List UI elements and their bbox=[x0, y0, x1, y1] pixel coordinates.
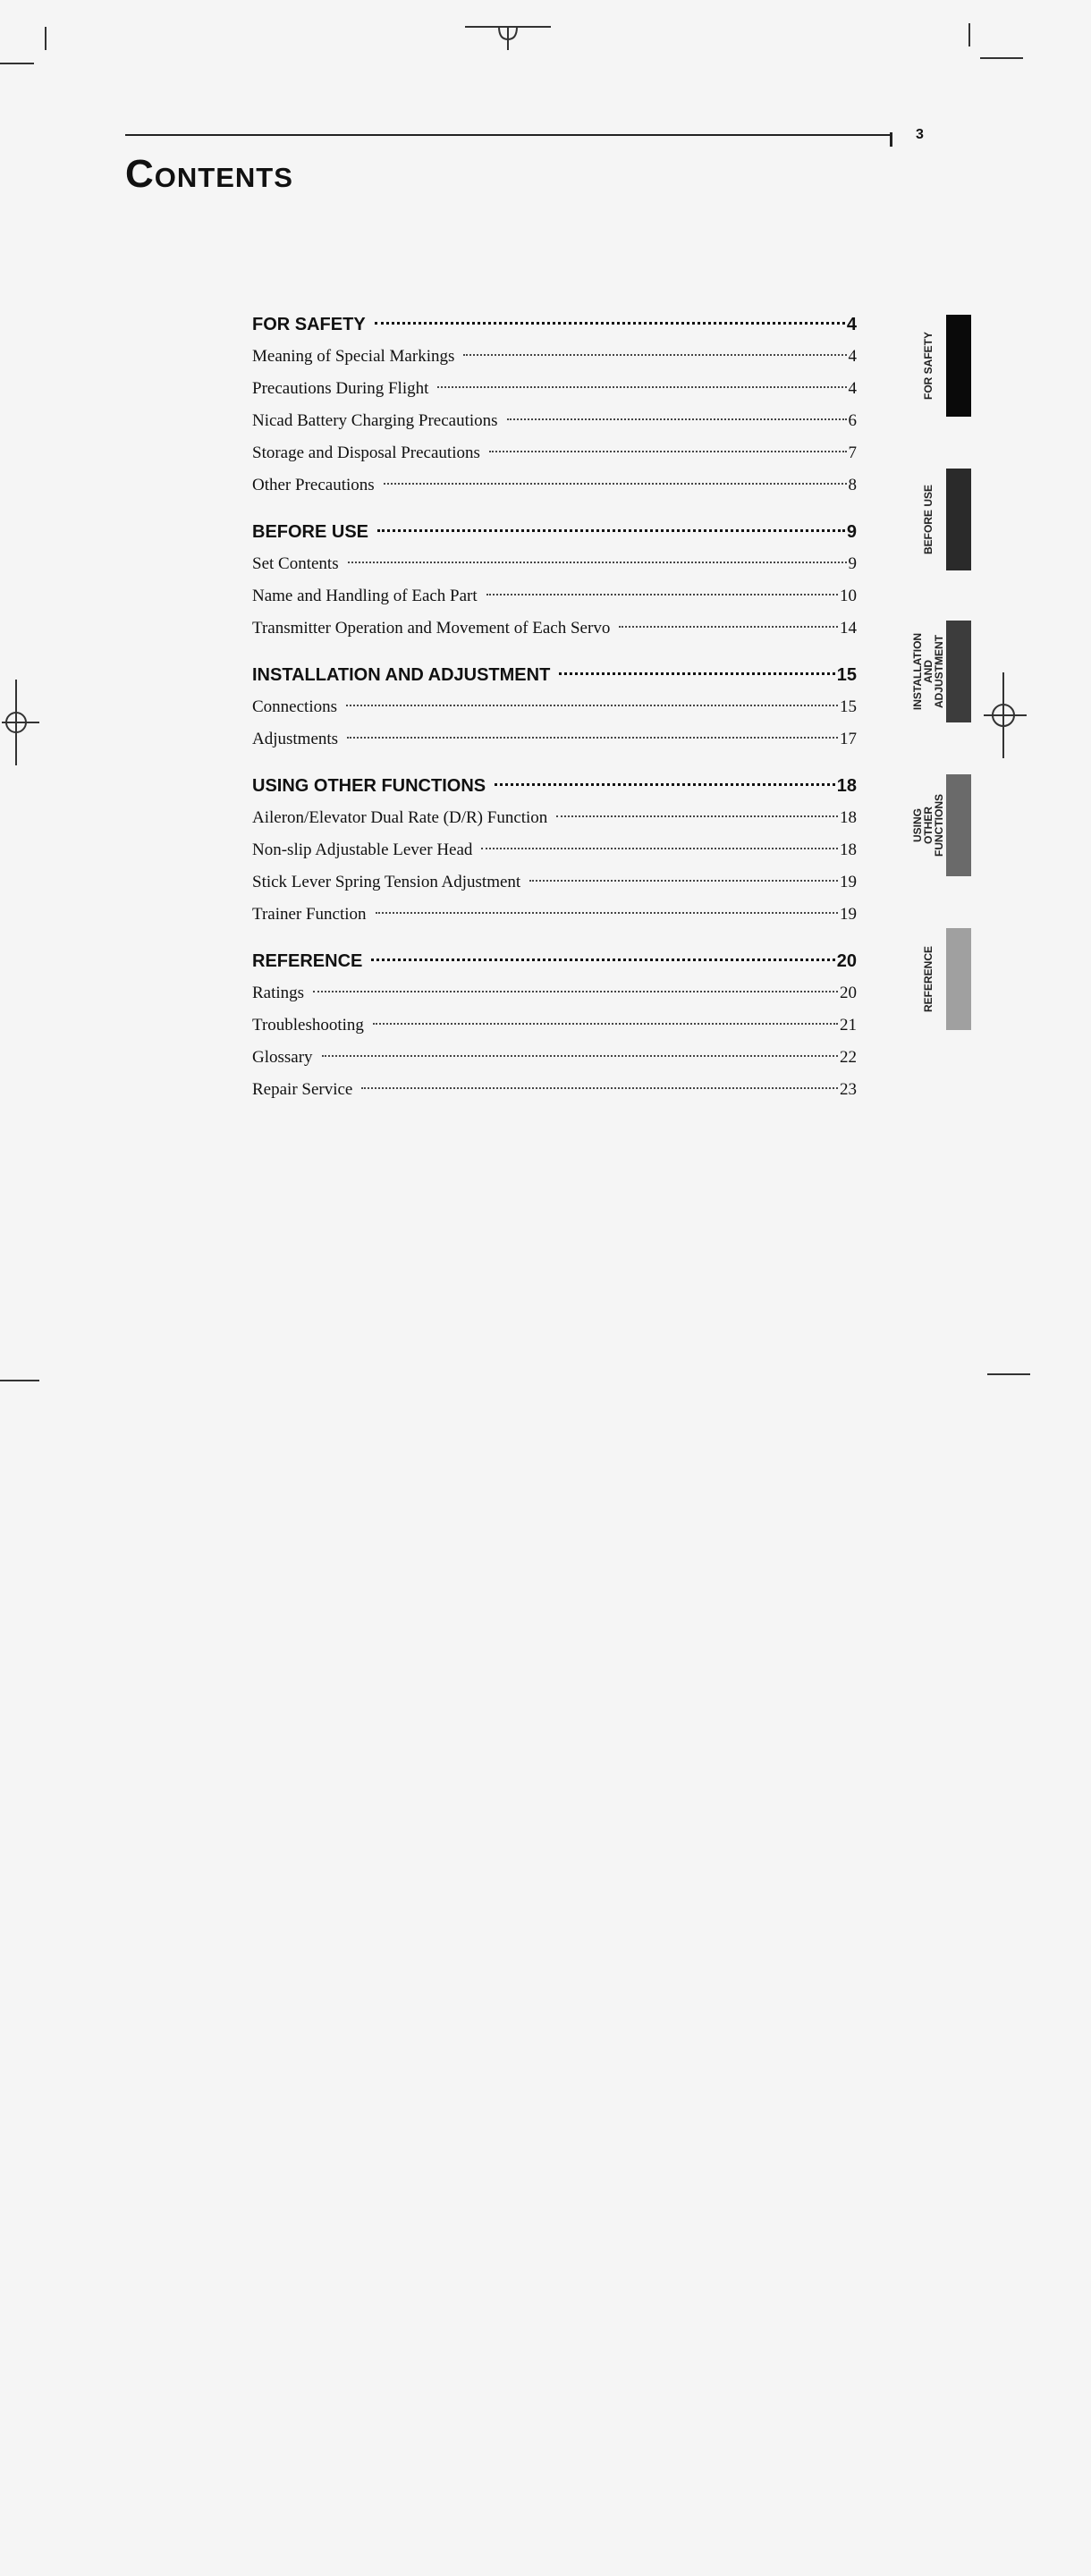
dot-leader bbox=[346, 705, 838, 706]
crop-mark-bottom-left-horizontal bbox=[0, 1380, 39, 1381]
toc-entry-page: 18 bbox=[840, 840, 857, 859]
dot-leader bbox=[373, 1023, 838, 1025]
dot-leader bbox=[375, 322, 845, 325]
toc-section bbox=[252, 945, 857, 1106]
toc-entry-page: 15 bbox=[840, 697, 857, 716]
toc-entry[interactable] bbox=[252, 1009, 857, 1042]
toc-entry[interactable] bbox=[252, 437, 857, 469]
dot-leader bbox=[495, 783, 835, 786]
crop-mark-top-left-vertical bbox=[45, 27, 47, 50]
toc-entry-label: Troubleshooting bbox=[252, 1016, 364, 1035]
toc-entry-label: Other Precautions bbox=[252, 476, 375, 494]
toc-entry-label: Nicad Battery Charging Precautions bbox=[252, 411, 498, 430]
toc-entry-label: Name and Handling of Each Part bbox=[252, 587, 478, 605]
dot-leader bbox=[348, 562, 847, 563]
toc-entry-page: 8 bbox=[848, 476, 857, 494]
dot-leader bbox=[559, 672, 834, 675]
toc-entry-page: 4 bbox=[848, 379, 857, 398]
toc-entry[interactable] bbox=[252, 469, 857, 502]
toc-entry[interactable] bbox=[252, 834, 857, 866]
toc-entry-label: Ratings bbox=[252, 984, 305, 1002]
crop-mark-top-left-horizontal bbox=[0, 63, 34, 64]
toc-entry-page: 19 bbox=[840, 873, 857, 891]
side-tab-bar bbox=[946, 315, 971, 417]
toc-entry-page: 19 bbox=[840, 905, 857, 924]
toc-entry-label: Set Contents bbox=[252, 554, 339, 573]
side-tab-label[interactable]: USING OTHER FUNCTIONS bbox=[911, 794, 945, 857]
toc-entry-label: Transmitter Operation and Movement of Each Servo bbox=[252, 619, 611, 638]
dot-leader bbox=[529, 880, 838, 882]
toc-section bbox=[252, 770, 857, 931]
page-number: 3 bbox=[916, 127, 924, 142]
toc-section-heading-label: BEFORE USE bbox=[252, 522, 369, 542]
toc-entry-label: Precautions During Flight bbox=[252, 379, 429, 398]
dot-leader bbox=[481, 848, 838, 849]
toc-entry[interactable] bbox=[252, 899, 857, 931]
toc-section-heading[interactable] bbox=[252, 945, 857, 977]
toc-entry[interactable] bbox=[252, 1074, 857, 1106]
toc-section-heading-label: INSTALLATION AND ADJUSTMENT bbox=[252, 665, 551, 685]
toc-entry[interactable] bbox=[252, 802, 857, 834]
dot-leader bbox=[489, 451, 847, 452]
toc-entry-page: 17 bbox=[840, 730, 857, 748]
dot-leader bbox=[377, 529, 845, 532]
toc-entry-label: Aileron/Elevator Dual Rate (D/R) Function bbox=[252, 808, 548, 827]
top-registration-icon bbox=[463, 20, 553, 52]
toc-section-heading-label: USING OTHER FUNCTIONS bbox=[252, 776, 486, 796]
toc-entry-page: 10 bbox=[840, 587, 857, 605]
toc-section-heading-page: 4 bbox=[846, 315, 857, 334]
toc-section-heading-label: FOR SAFETY bbox=[252, 315, 366, 334]
toc-entry-page: 20 bbox=[840, 984, 857, 1002]
toc-entry-label: Meaning of Special Markings bbox=[252, 347, 455, 366]
toc-entry[interactable] bbox=[252, 548, 857, 580]
side-tab-label[interactable]: BEFORE USE bbox=[922, 485, 935, 555]
dot-leader bbox=[384, 483, 847, 485]
toc-entry-page: 14 bbox=[840, 619, 857, 638]
right-crosshair-icon bbox=[982, 671, 1028, 760]
toc-entry[interactable] bbox=[252, 866, 857, 899]
dot-leader bbox=[619, 626, 838, 628]
page-title: Contents bbox=[125, 152, 293, 196]
toc-section bbox=[252, 516, 857, 645]
toc-entry-label: Adjustments bbox=[252, 730, 339, 748]
toc-entry-label: Storage and Disposal Precautions bbox=[252, 443, 480, 462]
dot-leader bbox=[347, 737, 838, 739]
toc-entry[interactable] bbox=[252, 405, 857, 437]
left-crosshair-icon bbox=[0, 678, 41, 767]
header-tick bbox=[890, 132, 892, 147]
toc-entry-label: Connections bbox=[252, 697, 337, 716]
side-tab-bar bbox=[946, 469, 971, 570]
toc-entry[interactable] bbox=[252, 612, 857, 645]
dot-leader bbox=[437, 386, 846, 388]
toc-entry-page: 21 bbox=[840, 1016, 857, 1035]
toc-entry-page: 9 bbox=[848, 554, 857, 573]
dot-leader bbox=[376, 912, 838, 914]
toc-entry[interactable] bbox=[252, 1042, 857, 1074]
crop-mark-bottom-right-horizontal bbox=[987, 1373, 1030, 1375]
toc-entry[interactable] bbox=[252, 341, 857, 373]
table-of-contents bbox=[252, 308, 857, 1120]
toc-entry[interactable] bbox=[252, 691, 857, 723]
crop-mark-top-right-horizontal bbox=[980, 57, 1023, 59]
side-tab-bar bbox=[946, 928, 971, 1030]
toc-entry-page: 23 bbox=[840, 1080, 857, 1099]
toc-entry-page: 6 bbox=[848, 411, 857, 430]
toc-section-heading-page: 20 bbox=[836, 951, 857, 971]
toc-entry-page: 18 bbox=[840, 808, 857, 827]
side-tab-label[interactable]: REFERENCE bbox=[922, 946, 935, 1013]
toc-entry-label: Glossary bbox=[252, 1048, 313, 1067]
toc-entry-label: Trainer Function bbox=[252, 905, 367, 924]
dot-leader bbox=[361, 1087, 838, 1089]
toc-entry-label: Repair Service bbox=[252, 1080, 353, 1099]
side-tab-label[interactable]: INSTALLATION AND ADJUSTMENT bbox=[911, 632, 945, 711]
dot-leader bbox=[507, 418, 847, 420]
toc-entry-page: 22 bbox=[840, 1048, 857, 1067]
toc-entry[interactable] bbox=[252, 723, 857, 756]
side-tab-label[interactable]: FOR SAFETY bbox=[922, 332, 935, 401]
toc-section-heading-page: 18 bbox=[836, 776, 857, 796]
side-tab-bar bbox=[946, 621, 971, 722]
toc-section-heading[interactable] bbox=[252, 516, 857, 548]
dot-leader bbox=[556, 815, 838, 817]
toc-entry-label: Non-slip Adjustable Lever Head bbox=[252, 840, 473, 859]
toc-section-heading-page: 9 bbox=[846, 522, 857, 542]
toc-section bbox=[252, 659, 857, 756]
toc-entry-label: Stick Lever Spring Tension Adjustment bbox=[252, 873, 521, 891]
dot-leader bbox=[322, 1055, 838, 1057]
toc-section-heading[interactable] bbox=[252, 659, 857, 691]
toc-entry-page: 4 bbox=[848, 347, 857, 366]
toc-entry-page: 7 bbox=[848, 443, 857, 462]
side-tab-bar bbox=[946, 774, 971, 876]
dot-leader bbox=[313, 991, 838, 992]
toc-section-heading-page: 15 bbox=[836, 665, 857, 685]
toc-entry[interactable] bbox=[252, 373, 857, 405]
toc-section-heading[interactable] bbox=[252, 308, 857, 341]
crop-mark-top-right-vertical bbox=[968, 23, 970, 46]
toc-section-heading[interactable] bbox=[252, 770, 857, 802]
toc-section bbox=[252, 308, 857, 502]
dot-leader bbox=[371, 959, 834, 961]
dot-leader bbox=[463, 354, 846, 356]
toc-entry[interactable] bbox=[252, 977, 857, 1009]
toc-entry[interactable] bbox=[252, 580, 857, 612]
dot-leader bbox=[486, 594, 838, 595]
header-rule bbox=[125, 134, 890, 136]
toc-section-heading-label: REFERENCE bbox=[252, 951, 363, 971]
